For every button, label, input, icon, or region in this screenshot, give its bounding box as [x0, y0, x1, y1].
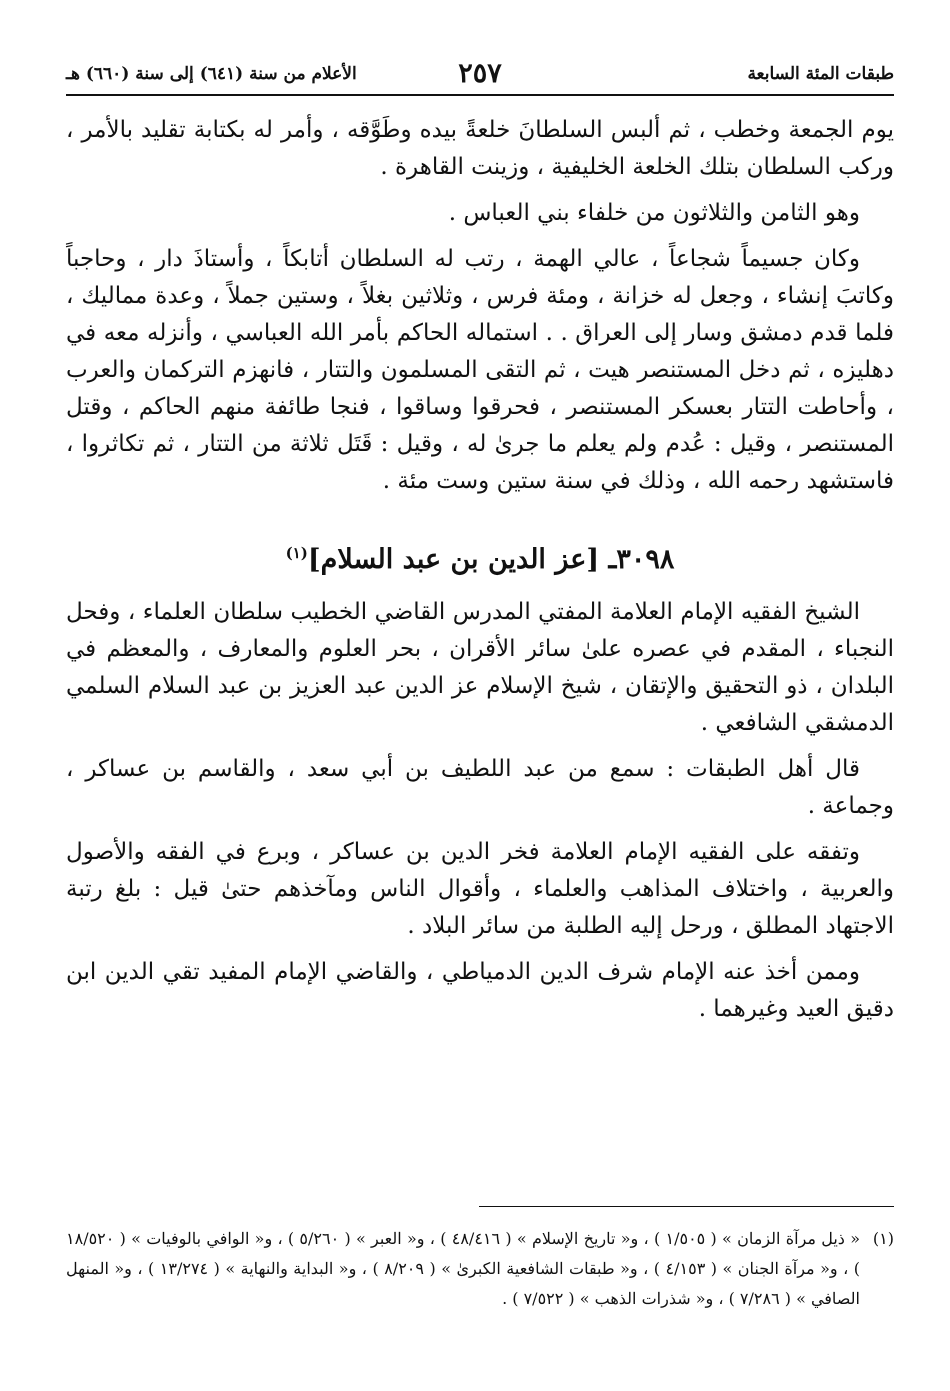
paragraph: قال أهل الطبقات : سمع من عبد اللطيف بن أبي سعد ، والقاسم بن عساكر ، وجماعة .: [66, 756, 894, 819]
book-page: [66, 0, 894, 1391]
footnote-text: « ذيل مرآة الزمان » ( ١/٥٠٥ ) ، و« تاريخ الإسلام » ( ٤٨/٤١٦ ) ، و« العبر » ( ٥/٢٦٠ ) ، و« الوافي بالوفيات » ( ١٨/٥٢٠ ) ، و« مرآة الجنان » ( ٤/١٥٣ ) ، و« طبقات الشافعية الكبرىٰ » ( ٨/٢٠٩ ) ، و« البداية والنهاية » ( ١٣/٢٧٤ ) ، و« المنهل الصافي » ( ٧/٢٨٦ ) ، و« شذرات الذهب » ( ٧/٥٢٢ ) .: [66, 1229, 860, 1308]
paragraph: وممن أخذ عنه الإمام شرف الدين الدمياطي ، والقاضي الإمام المفيد تقي الدين ابن دقيق العيد وغيرهما .: [66, 959, 894, 1022]
section-title: طبقات المئة السابعة: [747, 64, 894, 84]
footnote: [66, 1224, 894, 1314]
body-text: [66, 112, 894, 1028]
running-header: [66, 58, 894, 90]
paragraph: وتفقه على الفقيه الإمام العلامة فخر الدين بن عساكر ، وبرع في الفقه والأصول والعربية ، واختلاف المذاهب والعلماء ، وأقوال الناس ومآخذهم حتىٰ قيل : بلغ رتبة الاجتهاد المطلق ، ورحل إليه الطلبة من سائر البلاد .: [66, 839, 894, 939]
entry-title: ٣٠٩٨ـ [عز الدين بن عبد السلام]: [307, 544, 675, 575]
footnote-rule: [479, 1206, 894, 1207]
page-number: ٢٥٧: [458, 58, 502, 89]
entry-heading: [66, 540, 894, 580]
footnote-marker: (١): [872, 1229, 894, 1248]
paragraph: وكان جسيماً شجاعاً ، عالي الهمة ، رتب له السلطان أتابكاً ، وأستاذَ دار ، وحاجباً وكاتبَ إنشاء ، وجعل له خزانة ، ومئة فرس ، وثلاثين بغلاً ، وستين جملاً ، وعدة مماليك ، فلما قدم دمشق وسار إلى العراق . . استماله الحاكم بأمر الله العباسي ، وأنزله معه في دهليزه ، ثم دخل المستنصر هيت ، ثم التقى المسلمون والتتار ، فانهزم التركمان والعرب ، وأحاطت التتار بعسكر المستنصر ، فحرقوا وساقوا ، فنجا طائفة منهم الحاكم ، وقتل المستنصر ، وقيل : عُدم ولم يعلم ما جرىٰ له ، وقيل : قَتَل ثلاثة من التتار ، ثم تكاثروا ، فاستشهد رحمه الله ، وذلك في سنة ستين وست مئة .: [66, 246, 894, 494]
header-rule: [66, 94, 894, 96]
paragraph: وهو الثامن والثلاثون من خلفاء بني العباس .: [448, 200, 860, 226]
paragraph: يوم الجمعة وخطب ، ثم ألبس السلطانَ خلعةً بيده وطَوَّقه ، وأمر له بكتابة تقليد بالأمر ، وركب السلطان بتلك الخلعة الخليفية ، وزينت القاهرة .: [66, 117, 894, 180]
footnote-reference: (١): [285, 544, 308, 562]
paragraph: الشيخ الفقيه الإمام العلامة المفتي المدرس القاضي الخطيب سلطان العلماء ، وفحل النجباء ، المقدم في عصره علىٰ سائر الأقران ، بحر العلوم والمعارف ، والمعظم في البلدان ، ذو التحقيق والإتقان ، شيخ الإسلام عز الدين عبد العزيز بن عبد السلام السلمي الدمشقي الشافعي .: [66, 599, 894, 736]
chapter-range: الأعلام من سنة (٦٤١) إلى سنة (٦٦٠) هـ: [66, 64, 357, 84]
